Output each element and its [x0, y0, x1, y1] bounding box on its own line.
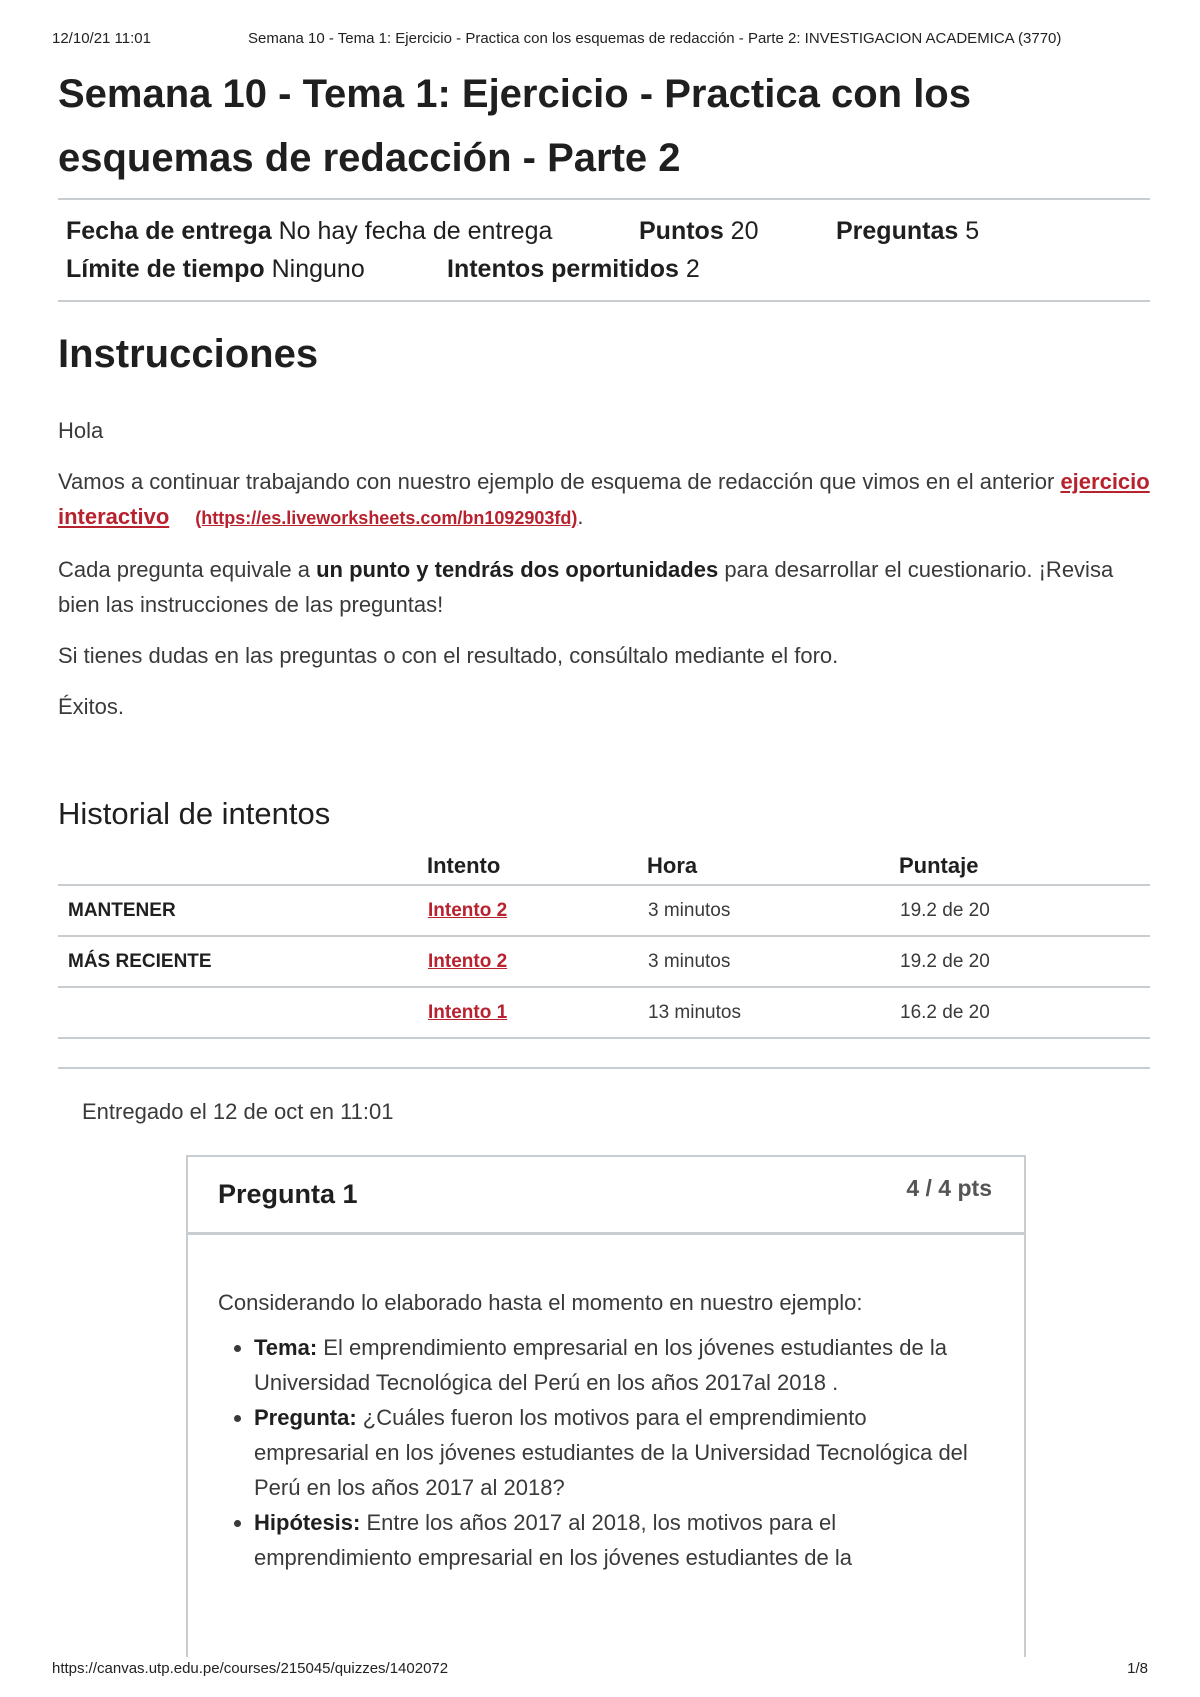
- attempts-label: Intentos permitidos: [447, 255, 679, 283]
- table-row: [58, 987, 1150, 1038]
- attempt-time: 3 minutos: [647, 936, 899, 987]
- item-text: ¿Cuáles fueron los motivos para el emprendimiento empresarial en los jóvenes estudiantes de la Universidad Tecnológica del Perú en los años 2017 al 2018?: [254, 1405, 968, 1500]
- attempt-link[interactable]: Intento 2: [428, 950, 508, 972]
- attempt-score: 19.2 de 20: [899, 936, 1150, 987]
- quiz-page: [58, 62, 1150, 1125]
- list-item: [254, 1330, 984, 1400]
- question-title: Pregunta 1: [218, 1179, 358, 1209]
- column-header: Puntaje: [899, 846, 1150, 885]
- instructions-heading: Instrucciones: [58, 332, 319, 376]
- interactive-exercise-url-link[interactable]: (https://es.liveworksheets.com/bn1092903fd): [195, 508, 578, 528]
- questions-label: Preguntas: [836, 217, 959, 245]
- item-text: Entre los años 2017 al 2018, los motivos para el emprendimiento empresarial en los jóvenes estudiantes de la: [254, 1510, 853, 1570]
- table-row: [58, 885, 1150, 936]
- table-header-row: [58, 846, 1150, 885]
- instructions-paragraph: [58, 464, 1150, 536]
- questions-value: 5: [965, 217, 980, 245]
- attempt-time: 13 minutos: [647, 987, 899, 1038]
- table-row: [58, 936, 1150, 987]
- print-footer: [52, 1660, 1148, 1677]
- print-url: https://canvas.utp.edu.pe/courses/215045/quizzes/1402072: [52, 1660, 449, 1677]
- divider: [58, 1067, 1150, 1069]
- column-header: [58, 846, 427, 885]
- submitted-timestamp: Entregado el 12 de oct en 11:01: [82, 1099, 394, 1124]
- print-datetime: 12/10/21 11:01: [52, 30, 151, 47]
- interactive-exercise-link[interactable]: ejercicio interactivo: [58, 469, 1150, 529]
- item-label: Tema:: [254, 1335, 318, 1360]
- attempts-value: 2: [685, 255, 700, 283]
- attempt-label: [58, 987, 427, 1038]
- due-value: No hay fecha de entrega: [278, 217, 553, 245]
- page-title: Semana 10 - Tema 1: Ejercicio - Practica con los esquemas de redacción - Parte 2: [58, 72, 971, 180]
- greeting: Hola: [58, 418, 104, 443]
- time-limit-label: Límite de tiempo: [66, 255, 265, 283]
- attempt-label: MÁS RECIENTE: [58, 936, 427, 987]
- instructions-text: para desarrollar el cuestionario. ¡Revisa bien las instrucciones de las preguntas!: [58, 557, 1114, 617]
- attempt-time: 3 minutos: [647, 885, 899, 936]
- list-item: [254, 1505, 984, 1575]
- instructions-paragraph: Éxitos.: [58, 694, 125, 719]
- time-limit-value: Ninguno: [271, 255, 365, 283]
- question-list: [218, 1330, 984, 1575]
- question-card: [186, 1155, 1026, 1657]
- instructions-text: Cada pregunta equivale a: [58, 557, 317, 582]
- attempt-score: 19.2 de 20: [899, 885, 1150, 936]
- item-label: Hipótesis:: [254, 1510, 361, 1535]
- column-header: Intento: [427, 846, 647, 885]
- quiz-meta: [58, 200, 1150, 300]
- instructions-text: Vamos a continuar trabajando con nuestro ejemplo de esquema de redacción que vimos en el anterior: [58, 469, 1055, 494]
- question-body: [188, 1235, 1024, 1575]
- divider: [58, 300, 1150, 302]
- question-intro: Considerando lo elaborado hasta el momento en nuestro ejemplo:: [218, 1290, 863, 1315]
- print-header: [52, 30, 1148, 47]
- attempts-table: [58, 846, 1150, 1039]
- history-heading: Historial de intentos: [58, 796, 331, 831]
- list-item: [254, 1400, 984, 1505]
- print-page-number: 1/8: [1127, 1660, 1148, 1677]
- instructions-emphasis: un punto y tendrás dos oportunidades: [316, 557, 719, 582]
- instructions-paragraph: [58, 552, 1150, 622]
- attempt-link[interactable]: Intento 1: [428, 1001, 508, 1023]
- due-label: Fecha de entrega: [66, 217, 272, 245]
- points-value: 20: [730, 217, 759, 245]
- question-points: 4 / 4 pts: [906, 1175, 992, 1201]
- instructions-paragraph: Si tienes dudas en las preguntas o con el resultado, consúltalo mediante el foro.: [58, 643, 839, 668]
- points-label: Puntos: [639, 217, 724, 245]
- column-header: Hora: [647, 846, 899, 885]
- item-text: El emprendimiento empresarial en los jóvenes estudiantes de la Universidad Tecnológica del Perú en los años 2017al 2018 .: [254, 1335, 947, 1395]
- question-header: [188, 1157, 1024, 1235]
- print-doc-title: Semana 10 - Tema 1: Ejercicio - Practica con los esquemas de redacción - Parte 2: INVESTIGACION ACADEMICA (3770): [248, 30, 1062, 47]
- attempt-link[interactable]: Intento 2: [428, 899, 508, 921]
- instructions-body: [58, 413, 1150, 724]
- instructions-text: .: [577, 504, 584, 529]
- attempt-label: MANTENER: [58, 885, 427, 936]
- attempt-score: 16.2 de 20: [899, 987, 1150, 1038]
- item-label: Pregunta:: [254, 1405, 357, 1430]
